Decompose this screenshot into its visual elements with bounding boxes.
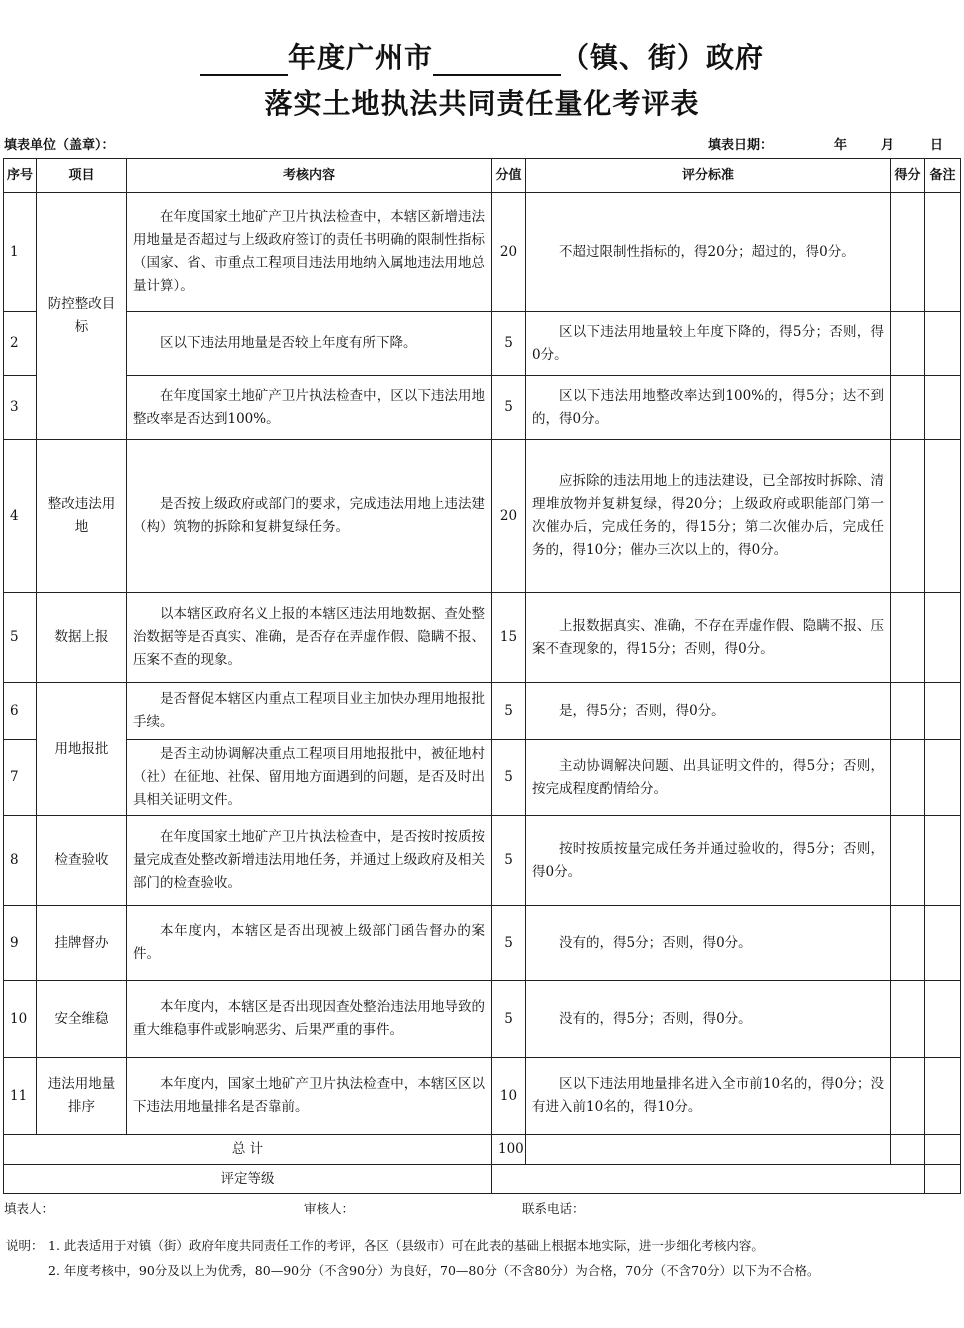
table-row <box>4 193 961 312</box>
row-number: 7 <box>4 740 37 816</box>
header-row <box>4 159 961 193</box>
town-blank <box>433 48 561 76</box>
grade-row <box>4 1165 961 1194</box>
table-row <box>4 1058 961 1135</box>
obtained-score-input[interactable] <box>891 593 925 683</box>
title-part-1: 年度广州市 <box>287 41 433 74</box>
obtained-score-input[interactable] <box>891 1058 925 1135</box>
remark-input[interactable] <box>925 740 961 816</box>
filler-label: 填表人： <box>4 1201 55 1216</box>
criteria-cell: 区以下违法用地量较上年度下降的，得5分；否则，得0分。 <box>526 312 891 376</box>
date-day: 日 <box>930 138 944 153</box>
header-item: 项目 <box>37 159 127 193</box>
score-cell: 10 <box>492 1058 526 1135</box>
total-criteria-blank <box>526 1135 891 1165</box>
content-cell: 在年度国家土地矿产卫片执法检查中，本辖区新增违法用地量是否超过与上级政府签订的责任书明确的限制性指标（国家、省、市重点工程项目违法用地纳入属地违法用地总量计算）。 <box>127 193 492 312</box>
criteria-cell: 按时按质按量完成任务并通过验收的，得5分；否则，得0分。 <box>526 816 891 906</box>
criteria-cell: 应拆除的违法用地上的违法建设，已全部按时拆除、清理堆放物并复耕复绿，得20分；上级政府或职能部门第一次催办后，完成任务的，得15分；第二次催办后，完成任务的，得10分；催办三次以上的，得0分。 <box>526 440 891 593</box>
score-cell: 20 <box>492 440 526 593</box>
row-number: 9 <box>4 906 37 981</box>
header-content: 考核内容 <box>127 159 492 193</box>
grade-remark-input[interactable] <box>925 1165 961 1194</box>
header-criteria: 评分标准 <box>526 159 891 193</box>
score-cell: 5 <box>492 312 526 376</box>
title-line-2: 落实土地执法共同责任量化考评表 <box>264 87 700 120</box>
content-cell: 是否按上级政府或部门的要求，完成违法用地上违法建（构）筑物的拆除和复耕复绿任务。 <box>127 440 492 593</box>
notes-prefix: 说明： <box>6 1238 44 1253</box>
remark-input[interactable] <box>925 816 961 906</box>
row-number: 10 <box>4 981 37 1058</box>
date-label: 填表日期： <box>708 138 774 153</box>
total-obtained-input[interactable] <box>891 1135 925 1165</box>
remark-input[interactable] <box>925 440 961 593</box>
table-row <box>4 740 961 816</box>
item-cell: 检查验收 <box>37 816 127 906</box>
obtained-score-input[interactable] <box>891 312 925 376</box>
criteria-cell: 没有的，得5分；否则，得0分。 <box>526 981 891 1058</box>
remark-input[interactable] <box>925 193 961 312</box>
total-row <box>4 1135 961 1165</box>
score-cell: 15 <box>492 593 526 683</box>
note-2 <box>48 1260 960 1281</box>
item-cell: 整改违法用地 <box>37 440 127 593</box>
score-cell: 5 <box>492 981 526 1058</box>
remark-input[interactable] <box>925 376 961 440</box>
score-cell: 5 <box>492 376 526 440</box>
score-cell: 5 <box>492 906 526 981</box>
row-number: 4 <box>4 440 37 593</box>
obtained-score-input[interactable] <box>891 740 925 816</box>
row-number: 6 <box>4 683 37 740</box>
content-cell: 区以下违法用地量是否较上年度有所下降。 <box>127 312 492 376</box>
content-cell: 在年度国家土地矿产卫片执法检查中，是否按时按质按量完成查处整改新增违法用地任务，并通过上级政府及相关部门的检查验收。 <box>127 816 492 906</box>
remark-input[interactable] <box>925 906 961 981</box>
row-number: 2 <box>4 312 37 376</box>
table-row <box>4 593 961 683</box>
criteria-cell: 上报数据真实、准确，不存在弄虚作假、隐瞒不报、压案不查现象的，得15分；否则，得0分。 <box>526 593 891 683</box>
table-row <box>4 981 961 1058</box>
content-cell: 本年度内，本辖区是否出现被上级部门函告督办的案件。 <box>127 906 492 981</box>
row-number: 8 <box>4 816 37 906</box>
item-cell: 挂牌督办 <box>37 906 127 981</box>
remark-input[interactable] <box>925 981 961 1058</box>
date-year: 年 <box>834 138 848 153</box>
row-number: 1 <box>4 193 37 312</box>
score-cell: 5 <box>492 740 526 816</box>
obtained-score-input[interactable] <box>891 193 925 312</box>
year-blank <box>200 48 288 76</box>
header-got: 得分 <box>891 159 925 193</box>
obtained-score-input[interactable] <box>891 816 925 906</box>
item-cell: 安全维稳 <box>37 981 127 1058</box>
evaluation-table <box>3 158 961 1194</box>
obtained-score-input[interactable] <box>891 981 925 1058</box>
obtained-score-input[interactable] <box>891 906 925 981</box>
content-cell: 在年度国家土地矿产卫片执法检查中，区以下违法用地整改率是否达到100%。 <box>127 376 492 440</box>
obtained-score-input[interactable] <box>891 376 925 440</box>
header-score: 分值 <box>492 159 526 193</box>
table-row <box>4 816 961 906</box>
remark-input[interactable] <box>925 312 961 376</box>
total-score: 100 <box>492 1135 526 1165</box>
table-row <box>4 683 961 740</box>
item-cell: 用地报批 <box>37 683 127 816</box>
grade-input[interactable] <box>492 1165 925 1194</box>
note-2-text: 2. 年度考核中，90分及以上为优秀，80—90分（不含90分）为良好，70—80分（不含80分）为合格，70分（不含70分）以下为不合格。 <box>48 1263 820 1278</box>
row-number: 5 <box>4 593 37 683</box>
criteria-cell: 区以下违法用地整改率达到100%的，得5分；达不到的，得0分。 <box>526 376 891 440</box>
criteria-cell: 不超过限制性指标的，得20分；超过的，得0分。 <box>526 193 891 312</box>
grade-label: 评定等级 <box>4 1165 492 1194</box>
content-cell: 是否督促本辖区内重点工程项目业主加快办理用地报批手续。 <box>127 683 492 740</box>
row-number: 3 <box>4 376 37 440</box>
table-row <box>4 312 961 376</box>
obtained-score-input[interactable] <box>891 440 925 593</box>
table-row <box>4 906 961 981</box>
content-cell: 本年度内，本辖区是否出现因查处整治违法用地导致的重大维稳事件或影响恶劣、后果严重的事件。 <box>127 981 492 1058</box>
criteria-cell: 主动协调解决问题、出具证明文件的，得5分；否则，按完成程度酌情给分。 <box>526 740 891 816</box>
remark-input[interactable] <box>925 593 961 683</box>
title-part-2: （镇、街）政府 <box>561 41 765 74</box>
date-month: 月 <box>881 138 895 153</box>
row-number: 11 <box>4 1058 37 1135</box>
unit-label: 填表单位（盖章）： <box>4 138 115 153</box>
obtained-score-input[interactable] <box>891 683 925 740</box>
remark-input[interactable] <box>925 1058 961 1135</box>
table-row <box>4 376 961 440</box>
criteria-cell: 是，得5分；否则，得0分。 <box>526 683 891 740</box>
content-cell: 是否主动协调解决重点工程项目用地报批中，被征地村（社）在征地、社保、留用地方面遇到的问题，是否及时出具相关证明文件。 <box>127 740 492 816</box>
phone-label: 联系电话： <box>522 1201 585 1216</box>
criteria-cell: 没有的，得5分；否则，得0分。 <box>526 906 891 981</box>
item-cell: 数据上报 <box>37 593 127 683</box>
content-cell: 本年度内，国家土地矿产卫片执法检查中，本辖区区以下违法用地量排名是否靠前。 <box>127 1058 492 1135</box>
score-cell: 5 <box>492 683 526 740</box>
remark-input[interactable] <box>925 683 961 740</box>
table-row <box>4 440 961 593</box>
score-cell: 20 <box>492 193 526 312</box>
total-label: 总 计 <box>4 1135 492 1165</box>
item-cell: 防控整改目标 <box>37 193 127 440</box>
header-remark: 备注 <box>925 159 961 193</box>
title-line-1 <box>0 36 964 76</box>
header-no: 序号 <box>4 159 37 193</box>
total-remark-input[interactable] <box>925 1135 961 1165</box>
reviewer-label: 审核人： <box>304 1201 355 1216</box>
criteria-cell: 区以下违法用地量排名进入全市前10名的，得0分；没有进入前10名的，得10分。 <box>526 1058 891 1135</box>
note-1: 1. 此表适用于对镇（街）政府年度共同责任工作的考评，各区（县级市）可在此表的基础上根据本地实际，进一步细化考核内容。 <box>48 1238 764 1253</box>
item-cell: 违法用地量排序 <box>37 1058 127 1135</box>
content-cell: 以本辖区政府名义上报的本辖区违法用地数据、查处整治数据等是否真实、准确，是否存在弄虚作假、隐瞒不报、压案不查的现象。 <box>127 593 492 683</box>
score-cell: 5 <box>492 816 526 906</box>
